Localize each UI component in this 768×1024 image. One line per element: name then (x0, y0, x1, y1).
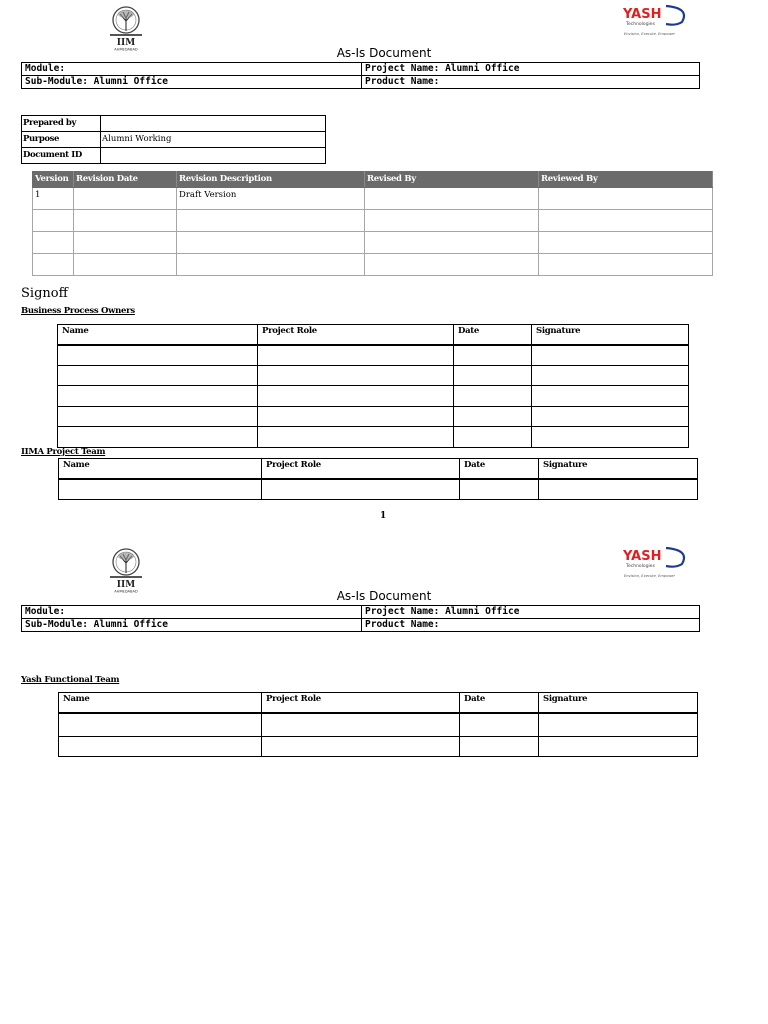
meta-row (22, 148, 326, 164)
table-row (58, 345, 689, 366)
module-table (21, 62, 700, 89)
page-number: 1 (380, 511, 387, 521)
header-date: Date (460, 459, 539, 479)
rev-header-description: Revision Description (177, 172, 365, 188)
header-project-role: Project Role (258, 325, 454, 345)
rev-cell (539, 254, 713, 276)
meta-row (22, 116, 326, 132)
svg-text:YASH: YASH (623, 549, 662, 564)
rev-header-version: Version (33, 172, 74, 188)
yash-team-table (58, 692, 698, 757)
module-cell: Module: (22, 63, 362, 76)
business-owners-heading: Business Process Owners (21, 306, 135, 316)
business-owners-table (57, 324, 689, 448)
table-row (58, 386, 689, 407)
sub-module-cell: Sub-Module: Alumni Office (22, 76, 362, 89)
rev-cell (365, 232, 539, 254)
svg-text:YASH: YASH (623, 7, 662, 22)
table-row (59, 737, 698, 757)
rev-cell: 1 (33, 188, 74, 210)
revision-history-table (32, 171, 713, 276)
rev-cell (74, 210, 177, 232)
rev-cell (539, 232, 713, 254)
rev-cell (177, 232, 365, 254)
project-name-cell: Project Name: Alumni Office (362, 606, 700, 619)
purpose-label: Purpose (22, 132, 101, 148)
rev-cell (539, 188, 713, 210)
header-signature: Signature (532, 325, 689, 345)
module-table (21, 605, 700, 632)
svg-text:Envision, Execute, Empower: Envision, Execute, Empower (624, 32, 675, 36)
module-cell: Module: (22, 606, 362, 619)
header-signature: Signature (539, 459, 698, 479)
svg-text:IIM: IIM (116, 580, 136, 590)
rev-cell (74, 254, 177, 276)
table-row (59, 713, 698, 737)
rev-cell (33, 254, 74, 276)
rev-cell (539, 210, 713, 232)
header-name: Name (59, 693, 262, 713)
iima-team-table (58, 458, 698, 500)
header-date: Date (454, 325, 532, 345)
yash-logo (622, 546, 690, 584)
table-row (33, 210, 713, 232)
header-date: Date (460, 693, 539, 713)
rev-cell (365, 210, 539, 232)
table-row (33, 254, 713, 276)
svg-text:Technologies: Technologies (626, 564, 655, 569)
purpose-value: Alumni Working (101, 132, 326, 148)
meta-row (22, 132, 326, 148)
iim-logo (104, 547, 148, 597)
header-project-role: Project Role (262, 693, 460, 713)
rev-cell (365, 188, 539, 210)
sub-module-cell: Sub-Module: Alumni Office (22, 619, 362, 632)
rev-cell (177, 254, 365, 276)
svg-text:Envision, Execute, Empower: Envision, Execute, Empower (624, 574, 675, 578)
rev-cell (177, 210, 365, 232)
rev-cell: Draft Version (177, 188, 365, 210)
table-row (58, 407, 689, 427)
header-project-role: Project Role (262, 459, 460, 479)
document-title: As-Is Document (336, 46, 432, 60)
rev-cell (33, 232, 74, 254)
rev-cell (33, 210, 74, 232)
table-row (58, 366, 689, 386)
rev-header-revised-by: Revised By (365, 172, 539, 188)
document-id-label: Document ID (22, 148, 101, 164)
project-name-cell: Project Name: Alumni Office (362, 63, 700, 76)
svg-text:AHMEDABAD: AHMEDABAD (114, 47, 138, 51)
document-title: As-Is Document (336, 589, 432, 603)
rev-cell (365, 254, 539, 276)
table-row (59, 479, 698, 500)
product-name-cell: Product Name: (362, 619, 700, 632)
table-row (58, 427, 689, 448)
prepared-by-value (101, 116, 326, 132)
rev-cell (74, 188, 177, 210)
header-name: Name (58, 325, 258, 345)
svg-text:Technologies: Technologies (626, 22, 655, 27)
table-row (33, 188, 713, 210)
yash-team-heading: Yash Functional Team (21, 675, 120, 685)
document-meta-table (21, 115, 326, 164)
header-signature: Signature (539, 693, 698, 713)
rev-cell (74, 232, 177, 254)
product-name-cell: Product Name: (362, 76, 700, 89)
iim-logo (104, 5, 148, 55)
signoff-heading: Signoff (21, 286, 68, 301)
table-row (33, 232, 713, 254)
header-name: Name (59, 459, 262, 479)
iima-team-heading: IIMA Project Team (21, 447, 106, 457)
yash-logo (622, 4, 690, 42)
svg-text:IIM: IIM (116, 38, 136, 48)
svg-text:AHMEDABAD: AHMEDABAD (114, 589, 138, 593)
rev-header-reviewed-by: Reviewed By (539, 172, 713, 188)
rev-header-date: Revision Date (74, 172, 177, 188)
prepared-by-label: Prepared by (22, 116, 101, 132)
document-id-value (101, 148, 326, 164)
